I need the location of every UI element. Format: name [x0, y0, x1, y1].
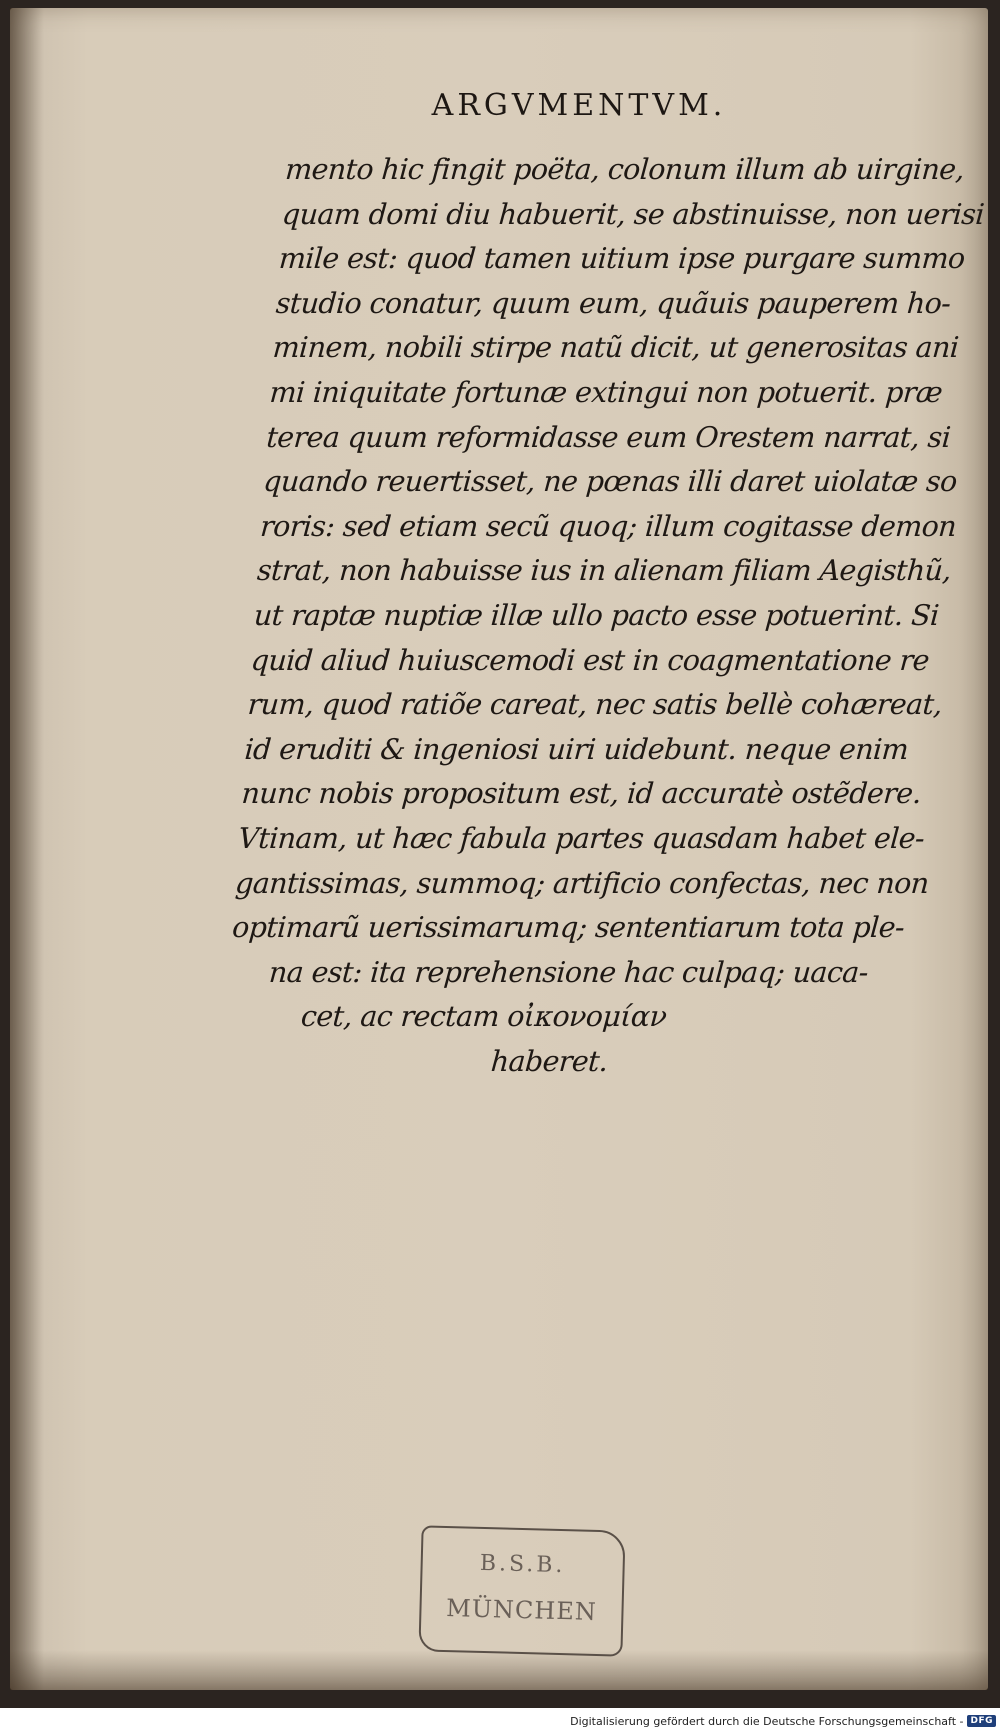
text-line: mi iniquitate fortunæ extingui non potuerit. præ [268, 375, 944, 409]
book-page [10, 8, 988, 1690]
text-line: terea quum reformidasse eum Orestem narrat, si [265, 420, 952, 454]
text-line: ut raptæ nuptiæ illæ ullo pacto esse potuerint. Si [252, 598, 940, 632]
stamp-line-2: MÜNCHEN [445, 1594, 598, 1626]
text-line: mile est: quod tamen uitium ipse purgare summo [277, 242, 966, 276]
dfg-logo-icon: DFG [967, 1715, 996, 1727]
text-line: studio conatur, quum eum, quãuis pauperem ho- [274, 286, 952, 320]
text-line: quando reuertisset, ne pœnas illi daret uiolatæ so [262, 465, 958, 499]
text-line: na est: ita reprehensione hac culpaq; uaca- [267, 955, 869, 989]
spine-shadow [10, 8, 44, 1690]
text-line: mento hic fingit poëta, colonum illum ab uirgine, [284, 153, 966, 186]
text-line: roris: sed etiam secũ quoq; illum cogitasse demon [259, 509, 958, 543]
bottom-edge-shadow [10, 1650, 988, 1690]
footer-credit-text: Digitalisierung gefördert durch die Deutsche Forschungsgemeinschaft - [570, 1714, 964, 1728]
text-line: rum, quod ratiõe careat, nec satis bellè cohæreat, [246, 688, 944, 722]
text-line: id eruditi & ingeniosi uiri uidebunt. neque enim [243, 732, 910, 766]
text-line: quid aliud huiuscemodi est in coagmentatione re [249, 643, 931, 677]
text-line: Vtinam, ut hæc fabula partes quasdam habet ele- [237, 821, 926, 855]
text-line: cet, ac rectam οἰκονομίαν [299, 1000, 668, 1034]
library-stamp [418, 1525, 625, 1656]
body-text [221, 148, 986, 1084]
stamp-line-1: B.S.B. [479, 1550, 566, 1579]
text-line: optimarũ uerissimarumq; sententiarum tota ple- [231, 911, 906, 945]
text-line: haberet. [489, 1044, 609, 1078]
text-line: quam domi diu habuerit, se abstinuisse, non uerisi [280, 197, 986, 231]
text-line: gantissimas, summoq; artificio confectas, nec non [234, 866, 930, 900]
text-line: strat, non habuisse ius in alienam filiam Aegisthũ, [256, 554, 952, 588]
running-head: ARGVMENTVM. [431, 88, 727, 123]
text-line: minem, nobili stirpe natũ dicit, ut generositas ani [271, 331, 960, 365]
text-line: nunc nobis propositum est, id accuratè ostẽdere. [240, 777, 923, 811]
footer-credit [570, 1712, 996, 1730]
